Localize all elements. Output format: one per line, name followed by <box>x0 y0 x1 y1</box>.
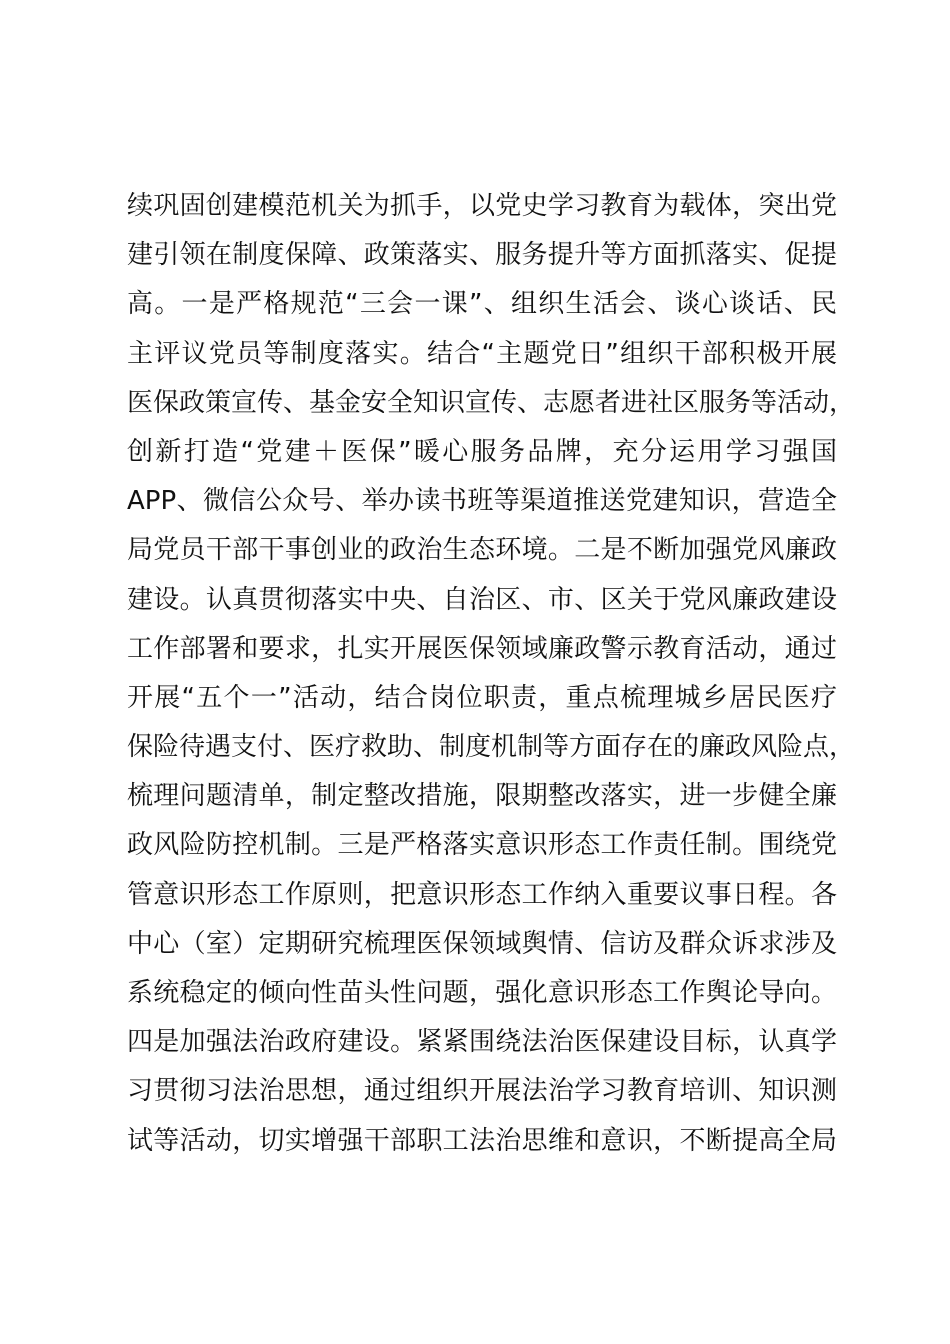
text-line-17: 系统稳定的倾向性苗头性问题，强化意识形态工作舆论导向。 <box>127 978 837 1008</box>
text-line-7: APP、微信公众号、举办读书班等渠道推送党建知识，营造全 <box>127 486 837 517</box>
text-line-2: 建引领在制度保障、政策落实、服务提升等方面抓落实、促提 <box>127 240 837 271</box>
text-line-1: 续巩固创建模范机关为抓手，以党史学习教育为载体，突出党 <box>127 191 837 221</box>
text-line-19: 习贯彻习法治思想，通过组织开展法治学习教育培训、知识测 <box>127 1076 837 1107</box>
text-line-13: 梳理问题清单，制定整改措施，限期整改落实，进一步健全廉 <box>127 781 837 812</box>
text-line-18: 四是加强法治政府建设。紧紧围绕法治医保建设目标，认真学 <box>127 1027 837 1058</box>
text-line-16: 中心（室）定期研究梳理医保领域舆情、信访及群众诉求涉及 <box>127 928 837 959</box>
text-line-8: 局党员干部干事创业的政治生态环境。二是不断加强党风廉政 <box>127 535 837 566</box>
text-line-11: 开展“五个一”活动，结合岗位职责，重点梳理城乡居民医疗 <box>127 682 837 713</box>
text-line-3: 高。一是严格规范“三会一课”、组织生活会、谈心谈话、民 <box>127 289 837 320</box>
text-line-15: 管意识形态工作原则，把意识形态工作纳入重要议事日程。各 <box>127 879 837 910</box>
text-line-14: 政风险防控机制。三是严格落实意识形态工作责任制。围绕党 <box>127 830 837 861</box>
text-line-5: 医保政策宣传、基金安全知识宣传、志愿者进社区服务等活动， <box>127 387 856 418</box>
text-line-4: 主评议党员等制度落实。结合“主题党日”组织干部积极开展 <box>127 338 837 369</box>
text-line-10: 工作部署和要求，扎实开展医保领域廉政警示教育活动，通过 <box>127 633 837 664</box>
text-line-20: 试等活动，切实增强干部职工法治思维和意识，不断提高全局 <box>127 1125 837 1156</box>
body-paragraph <box>127 182 856 1166</box>
text-line-9: 建设。认真贯彻落实中央、自治区、市、区关于党风廉政建设 <box>127 584 837 615</box>
text-line-6: 创新打造“党建＋医保”暖心服务品牌，充分运用学习强国 <box>127 436 837 467</box>
text-line-12: 保险待遇支付、医疗救助、制度机制等方面存在的廉政风险点， <box>127 732 856 763</box>
